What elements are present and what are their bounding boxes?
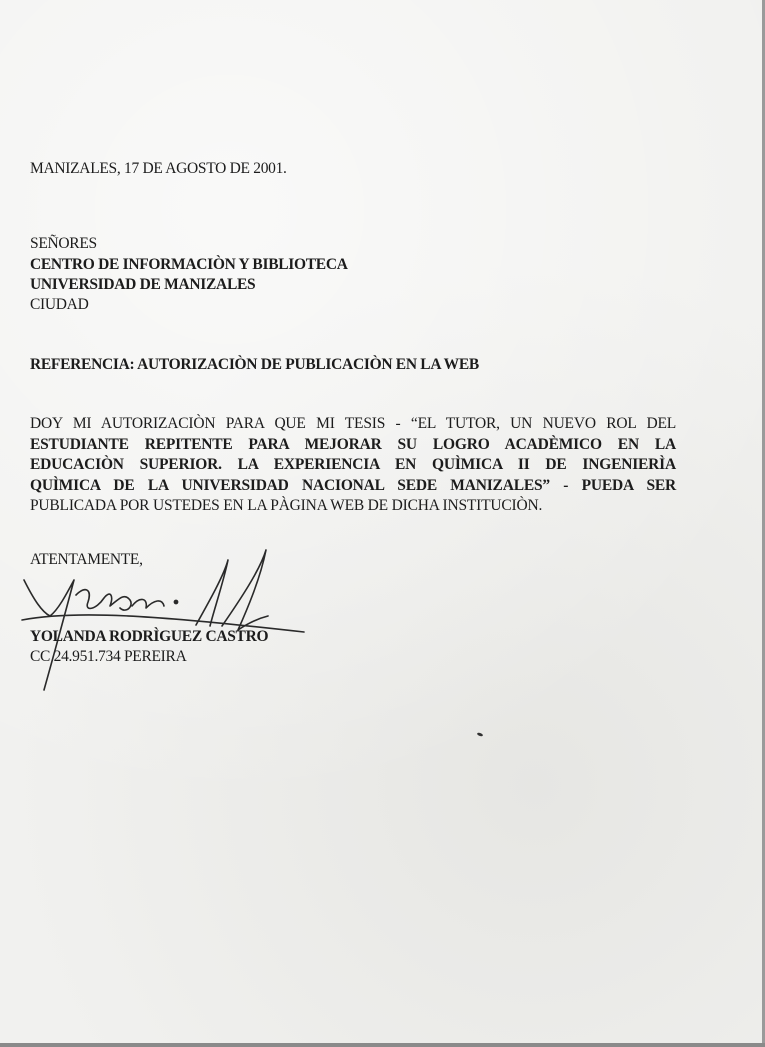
recipient-line-3: UNIVERSIDAD DE MANIZALES	[30, 276, 256, 293]
letter-body	[30, 414, 676, 517]
closing-text: ATENTAMENTE,	[30, 551, 143, 568]
letter-date: MANIZALES, 17 DE AGOSTO DE 2001.	[30, 160, 287, 177]
recipient-line-4: CIUDAD	[30, 296, 89, 313]
signer-id: CC 24.951.734 PEREIRA	[30, 648, 187, 665]
signer-name: YOLANDA RODRÌGUEZ CASTRO	[30, 628, 269, 645]
reference-line: REFERENCIA: AUTORIZACIÒN DE PUBLICACIÒN EN LA WEB	[30, 356, 479, 373]
body-line: ESTUDIANTE REPITENTE PARA MEJORAR SU LOGRO ACADÈMICO EN LA	[30, 435, 676, 453]
body-line: EDUCACIÒN SUPERIOR. LA EXPERIENCIA EN QUÌMICA II DE INGENIERÌA	[30, 456, 676, 473]
scan-edge-bottom	[0, 1043, 765, 1047]
body-line: DOY MI AUTORIZACIÒN PARA QUE MI TESIS - “EL TUTOR, UN NUEVO ROL DEL	[30, 415, 676, 432]
body-line: PUBLICADA POR USTEDES EN LA PÀGINA WEB DE DICHA INSTITUCIÒN.	[30, 497, 543, 514]
recipient-line-2: CENTRO DE INFORMACIÒN Y BIBLIOTECA	[30, 256, 348, 273]
handwritten-signature	[14, 540, 314, 700]
body-line: QUÌMICA DE LA UNIVERSIDAD NACIONAL SEDE MANIZALES” - PUEDA SER	[30, 476, 676, 494]
recipient-line-1: SEÑORES	[30, 235, 97, 252]
